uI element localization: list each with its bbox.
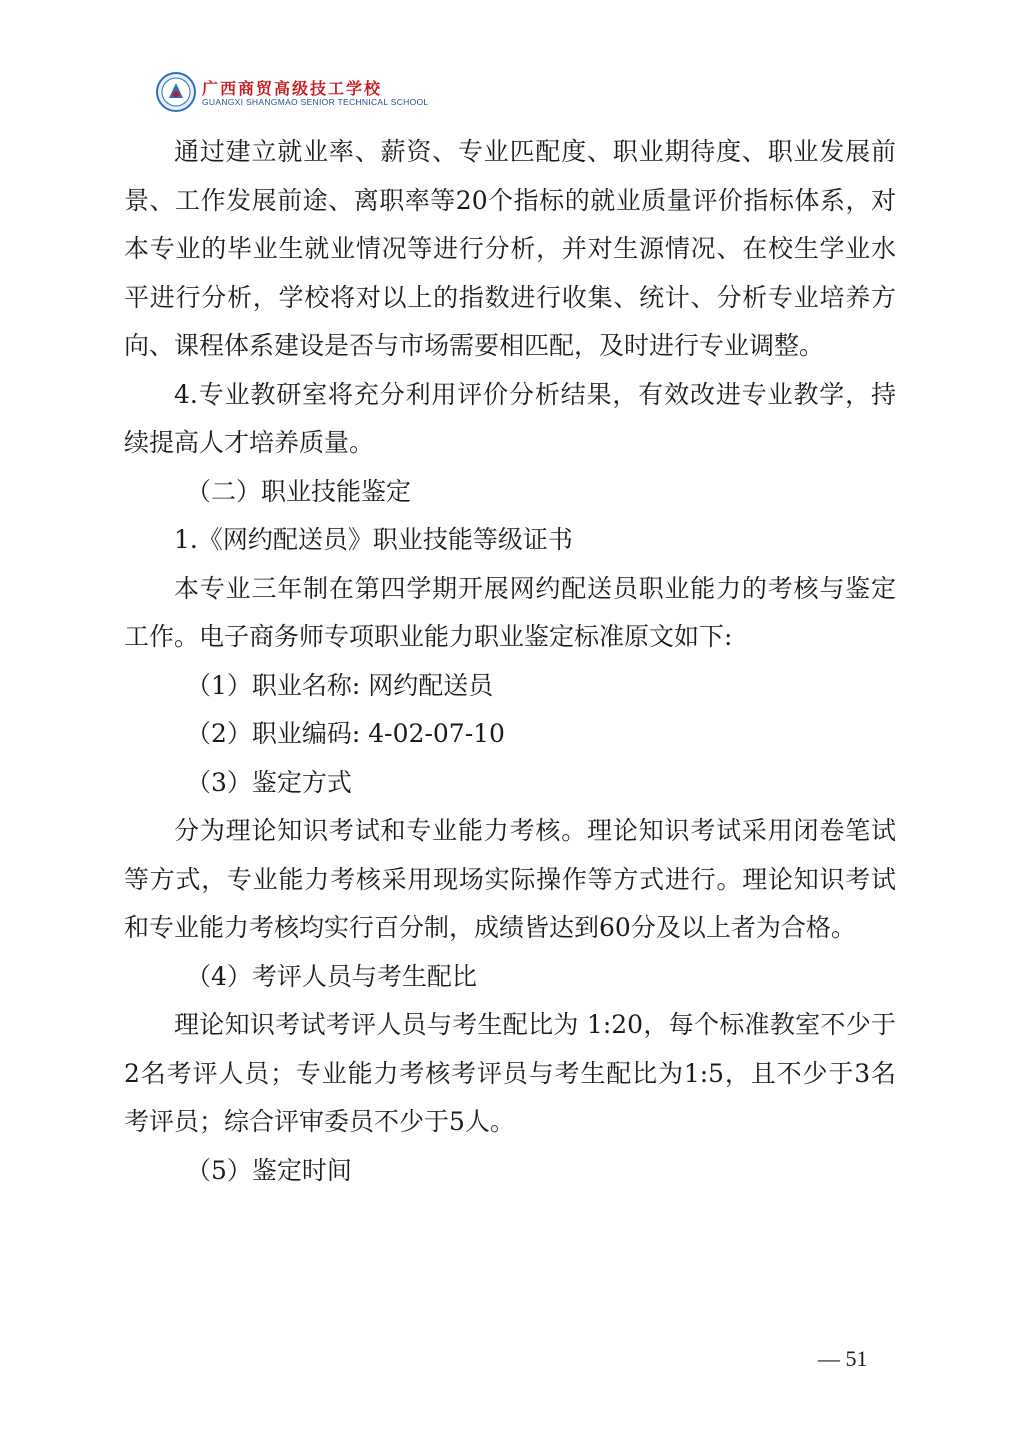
page-number: — 51	[818, 1346, 868, 1371]
school-name-cn: 广西商贸高级技工学校	[202, 79, 383, 98]
subsection-heading-certificate: 1.《网约配送员》职业技能等级证书	[174, 525, 573, 554]
school-name-en: GUANGXI SHANGMAO SENIOR TECHNICAL SCHOOL	[202, 97, 429, 107]
paragraph-examiner-ratio: 理论知识考试考评人员与考生配比为 1:20，每个标准教室不少于2名考评人员；专业能力考核考评员与考生配比为1:5，且不少于3名考评员；综合评审委员不少于5人。	[124, 1010, 896, 1136]
paragraph-assessment-method: 分为理论知识考试和专业能力考核。理论知识考试采用闭卷笔试等方式，专业能力考核采用现场实际操作等方式进行。理论知识考试和专业能力考核均实行百分制，成绩皆达到60分及以上者为合格。	[124, 816, 896, 942]
item-assessment-method: （3）鉴定方式	[186, 767, 352, 797]
item-occupation-code: （2）职业编码: 4-02-07-10	[186, 719, 505, 748]
item-assessment-time: （5）鉴定时间	[186, 1155, 352, 1185]
school-logo-icon	[156, 72, 196, 112]
item-examiner-ratio: （4）考评人员与考生配比	[186, 961, 477, 991]
paragraph-item-4: 4.专业教研室将充分利用评价分析结果，有效改进专业教学，持续提高人才培养质量。	[124, 379, 896, 457]
paragraph-assessment-intro: 本专业三年制在第四学期开展网约配送员职业能力的考核与鉴定工作。电子商务师专项职业能力职业鉴定标准原文如下:	[124, 573, 896, 651]
section-heading-skill-assessment: （二）职业技能鉴定	[186, 476, 412, 506]
paragraph-evaluation-indicators: 通过建立就业率、薪资、专业匹配度、职业期待度、职业发展前景、工作发展前途、离职率等20个指标的就业质量评价指标体系，对本专业的毕业生就业情况等进行分析，并对生源情况、在校生学业水平进行分析，学校将对以上的指数进行收集、统计、分析专业培养方向、课程体系建设是否与市场需要相匹配，及时进行专业调整。	[124, 137, 896, 360]
document-body	[124, 128, 896, 1195]
item-occupation-name: （1）职业名称: 网约配送员	[186, 670, 494, 700]
